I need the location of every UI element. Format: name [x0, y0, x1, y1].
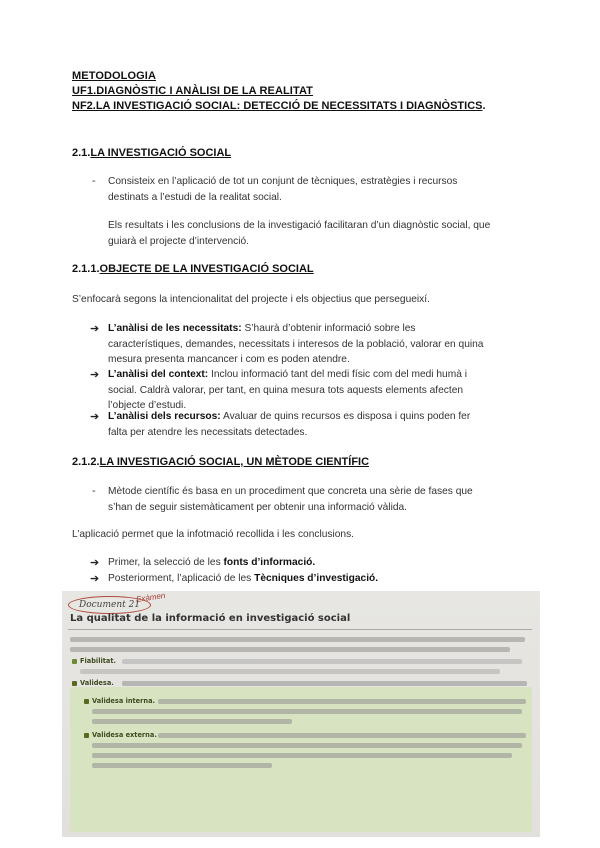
- textbook-photo: [62, 591, 540, 837]
- bullet-text: [108, 174, 457, 205]
- item-term: L’anàlisi del context:: [108, 369, 209, 380]
- paragraph: S’enfocarà segons la intencionalitat del projecte i els objectius que persegueixí.: [72, 294, 430, 305]
- text-line: Consisteix en l’aplicació de tot un conjunt de tècniques, estratègies i recursos: [108, 176, 458, 187]
- text-line: Els resultats i les conclusions de la investigació facilitaran d’un diagnòstic social, que: [108, 220, 491, 231]
- blurred-text-line: [80, 669, 500, 674]
- blurred-text-line: [92, 709, 522, 714]
- bullet-marker: [72, 659, 77, 664]
- text-line: guiarà el projecte d’intervenció.: [108, 235, 250, 247]
- highlight-box: [70, 679, 532, 832]
- section-title: OBJECTE DE LA INVESTIGACIÓ SOCIAL: [99, 263, 314, 275]
- text-line: Mètode científic és basa en un procediment que concreta una sèrie de fases que: [108, 486, 473, 497]
- text-line: s’han de seguir sistemàticament per obtenir una informació vàlida.: [108, 501, 407, 513]
- section-2-1-heading: [72, 147, 231, 159]
- section-2-1-1-heading: [72, 263, 314, 275]
- dash-bullet: -: [92, 175, 96, 187]
- arrow-icon: ➔: [90, 557, 100, 569]
- bullet-text: [108, 484, 473, 515]
- section-number: 2.1.1.: [72, 263, 100, 275]
- blurred-text-line: [70, 637, 525, 642]
- blurred-text-line: [122, 659, 522, 664]
- text-line: característiques, demandes, necessitats i interesos de la població, valorar en quina: [108, 338, 484, 350]
- text-line: [108, 367, 467, 383]
- blurred-text-line: [70, 647, 510, 652]
- doc-header-nf2: NF2.LA INVESTIGACIÓ SOCIAL: DETECCIÓ DE NECESSITATS I DIAGNÒSTICS: [72, 100, 483, 112]
- blurred-text-line: [92, 763, 272, 768]
- blurred-text-line: [92, 719, 292, 724]
- item-text: S’haurà d’obtenir informació sobre les: [241, 323, 416, 334]
- bullet-marker: [72, 681, 77, 686]
- blurred-text-line: [92, 753, 512, 758]
- list-item: [108, 571, 378, 587]
- blurred-text-line: [158, 733, 526, 738]
- bullet-marker: [84, 699, 89, 704]
- list-item: [108, 409, 470, 440]
- section-number: 2.1.2.: [72, 456, 100, 468]
- text-line: destinats a l’estudi de la realitat social.: [108, 191, 282, 203]
- term-label: Validesa interna.: [92, 697, 156, 705]
- list-item: [108, 321, 483, 368]
- section-2-1-2-heading: [72, 456, 369, 468]
- item-term: L’anàlisi dels recursos:: [108, 411, 221, 422]
- arrow-icon: ➔: [90, 369, 100, 381]
- item-term: Tècniques d’investigació.: [254, 573, 379, 584]
- blurred-text-line: [92, 743, 522, 748]
- divider: [68, 629, 532, 630]
- item-text: Avaluar de quins recursos es disposa i quins poden fer: [220, 411, 471, 422]
- doc-header-uf1: UF1.DIAGNÒSTIC I ANÀLISI DE LA REALITAT: [72, 85, 314, 97]
- term-label: Validesa externa.: [92, 731, 157, 739]
- text-line: l’objecte d’estudi.: [108, 400, 187, 411]
- document-label-circle: Document 21: [68, 596, 151, 614]
- item-text: Inclou informació tant del medi físic com del medi humà i: [208, 369, 467, 380]
- dash-bullet: -: [92, 485, 96, 497]
- blurred-text-line: [122, 681, 527, 686]
- handwritten-note: Exàmen: [135, 591, 166, 604]
- arrow-icon: ➔: [90, 323, 100, 335]
- arrow-icon: ➔: [90, 411, 100, 423]
- list-item: [108, 555, 315, 571]
- text-line: social. Caldrà valorar, per tant, en quina mesura tots aquests elements afecten: [108, 384, 464, 396]
- list-item: [108, 367, 467, 414]
- text-line: falta per atendre les necessitats detectades.: [108, 426, 308, 438]
- section-number: 2.1.: [72, 147, 91, 159]
- arrow-icon: ➔: [90, 573, 100, 585]
- paragraph: [108, 218, 490, 249]
- item-text: Primer, la selecció de les: [108, 557, 224, 568]
- doc-header-nf2-end: .: [482, 100, 486, 112]
- doc-header-nf2-wrap: [72, 100, 486, 112]
- term-label: Validesa.: [80, 679, 114, 687]
- item-term: L’anàlisi de les necessitats:: [108, 323, 242, 334]
- item-term: fonts d’informació.: [223, 557, 316, 568]
- term-label: Fiabilitat.: [80, 657, 116, 665]
- item-text: Posteriorment, l’aplicació de les: [108, 573, 255, 584]
- blurred-text-line: [158, 699, 526, 704]
- text-line: [108, 321, 483, 337]
- section-title: LA INVESTIGACIÓ SOCIAL: [90, 147, 232, 159]
- text-line: [108, 409, 470, 425]
- text-line: mesura presenta mancancer i com es poden atendre.: [108, 354, 350, 365]
- bullet-marker: [84, 733, 89, 738]
- doc-header-methodology: METODOLOGIA: [72, 70, 157, 82]
- photo-title: La qualitat de la informació en investigació social: [70, 613, 351, 624]
- section-title: LA INVESTIGACIÓ SOCIAL, UN MÈTODE CIENTÍFIC: [99, 456, 370, 468]
- paragraph: L’aplicació permet que la infotmació recollida i les conclusions.: [72, 529, 355, 540]
